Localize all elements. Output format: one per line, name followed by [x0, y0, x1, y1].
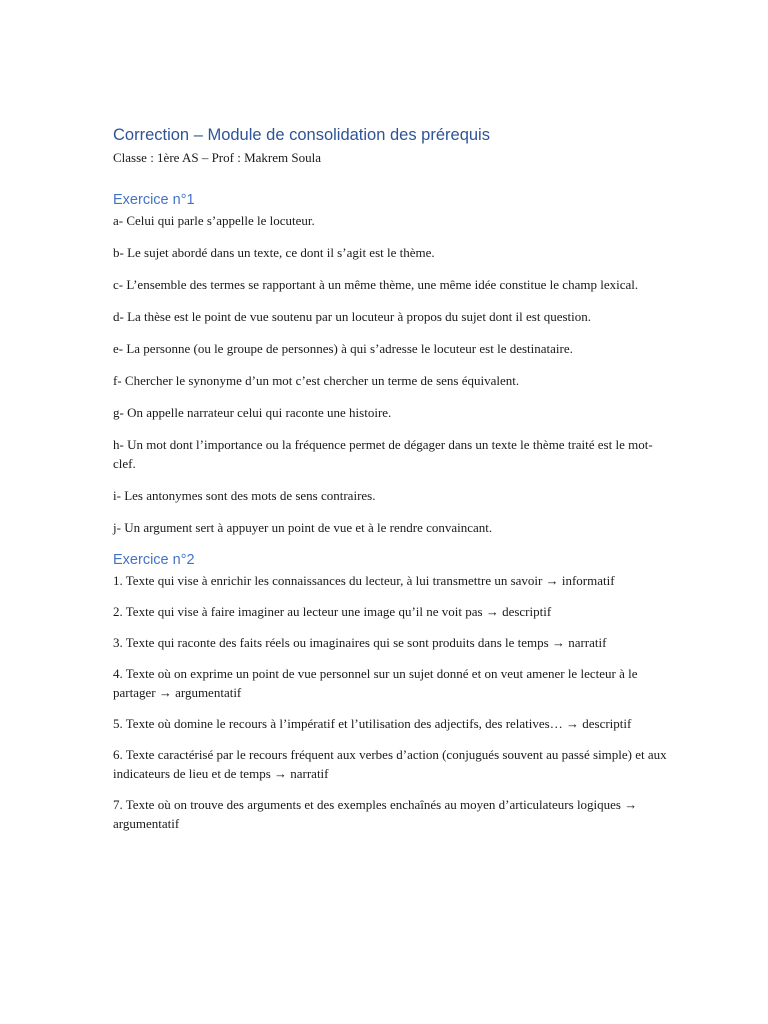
exercise-1-item-a: a- Celui qui parle s’appelle le locuteur. [113, 213, 315, 228]
exercise-2-item-5: 5. Texte où domine le recours à l’impératif et l’utilisation des adjectifs, des relatives… → descriptif [113, 716, 632, 731]
exercise-2-item-6: 6. Texte caractérisé par le recours fréquent aux verbes d’action (conjugués souvent au passé simple) et aux indicateurs de lieu et de temps → narratif [113, 747, 667, 781]
exercise-1-item-c: c- L’ensemble des termes se rapportant à un même thème, une même idée constitue le champ lexical. [113, 277, 639, 292]
exercise-1-heading: Exercice n°1 [113, 192, 195, 208]
exercise-2-item-4: 4. Texte où on exprime un point de vue personnel sur un sujet donné et on veut amener le lecteur à le partager → argumentatif [113, 666, 638, 700]
exercise-1-item-b: b- Le sujet abordé dans un texte, ce dont il s’agit est le thème. [113, 245, 435, 260]
exercise-1-item-h: h- Un mot dont l’importance ou la fréquence permet de dégager dans un texte le thème traité est le mot-clef. [113, 437, 653, 471]
document-page [113, 124, 673, 845]
exercise-1-item-d: d- La thèse est le point de vue soutenu par un locuteur à propos du sujet dont il est question. [113, 309, 592, 324]
exercise-2-item-1: 1. Texte qui vise à enrichir les connaissances du lecteur, à lui transmettre un savoir → informatif [113, 573, 615, 588]
exercise-2-list [113, 571, 673, 833]
document-title: Correction – Module de consolidation des prérequis [113, 126, 490, 144]
exercise-2-heading: Exercice n°2 [113, 552, 195, 568]
exercise-1-item-j: j- Un argument sert à appuyer un point de vue et à le rendre convaincant. [113, 520, 493, 535]
exercise-1-item-g: g- On appelle narrateur celui qui raconte une histoire. [113, 405, 392, 420]
exercise-1-list [113, 211, 673, 537]
exercise-1-item-f: f- Chercher le synonyme d’un mot c’est chercher un terme de sens équivalent. [113, 373, 520, 388]
exercise-2-item-2: 2. Texte qui vise à faire imaginer au lecteur une image qu’il ne voit pas → descriptif [113, 604, 552, 619]
exercise-2-item-3: 3. Texte qui raconte des faits réels ou imaginaires qui se sont produits dans le temps → narratif [113, 635, 607, 650]
exercise-2-item-7: 7. Texte où on trouve des arguments et des exemples enchaînés au moyen d’articulateurs logiques → argumentatif [113, 797, 638, 831]
exercise-1-item-i: i- Les antonymes sont des mots de sens contraires. [113, 488, 376, 503]
exercise-1-item-e: e- La personne (ou le groupe de personnes) à qui s’adresse le locuteur est le destinataire. [113, 341, 573, 356]
document-subtitle: Classe : 1ère AS – Prof : Makrem Soula [113, 150, 321, 165]
